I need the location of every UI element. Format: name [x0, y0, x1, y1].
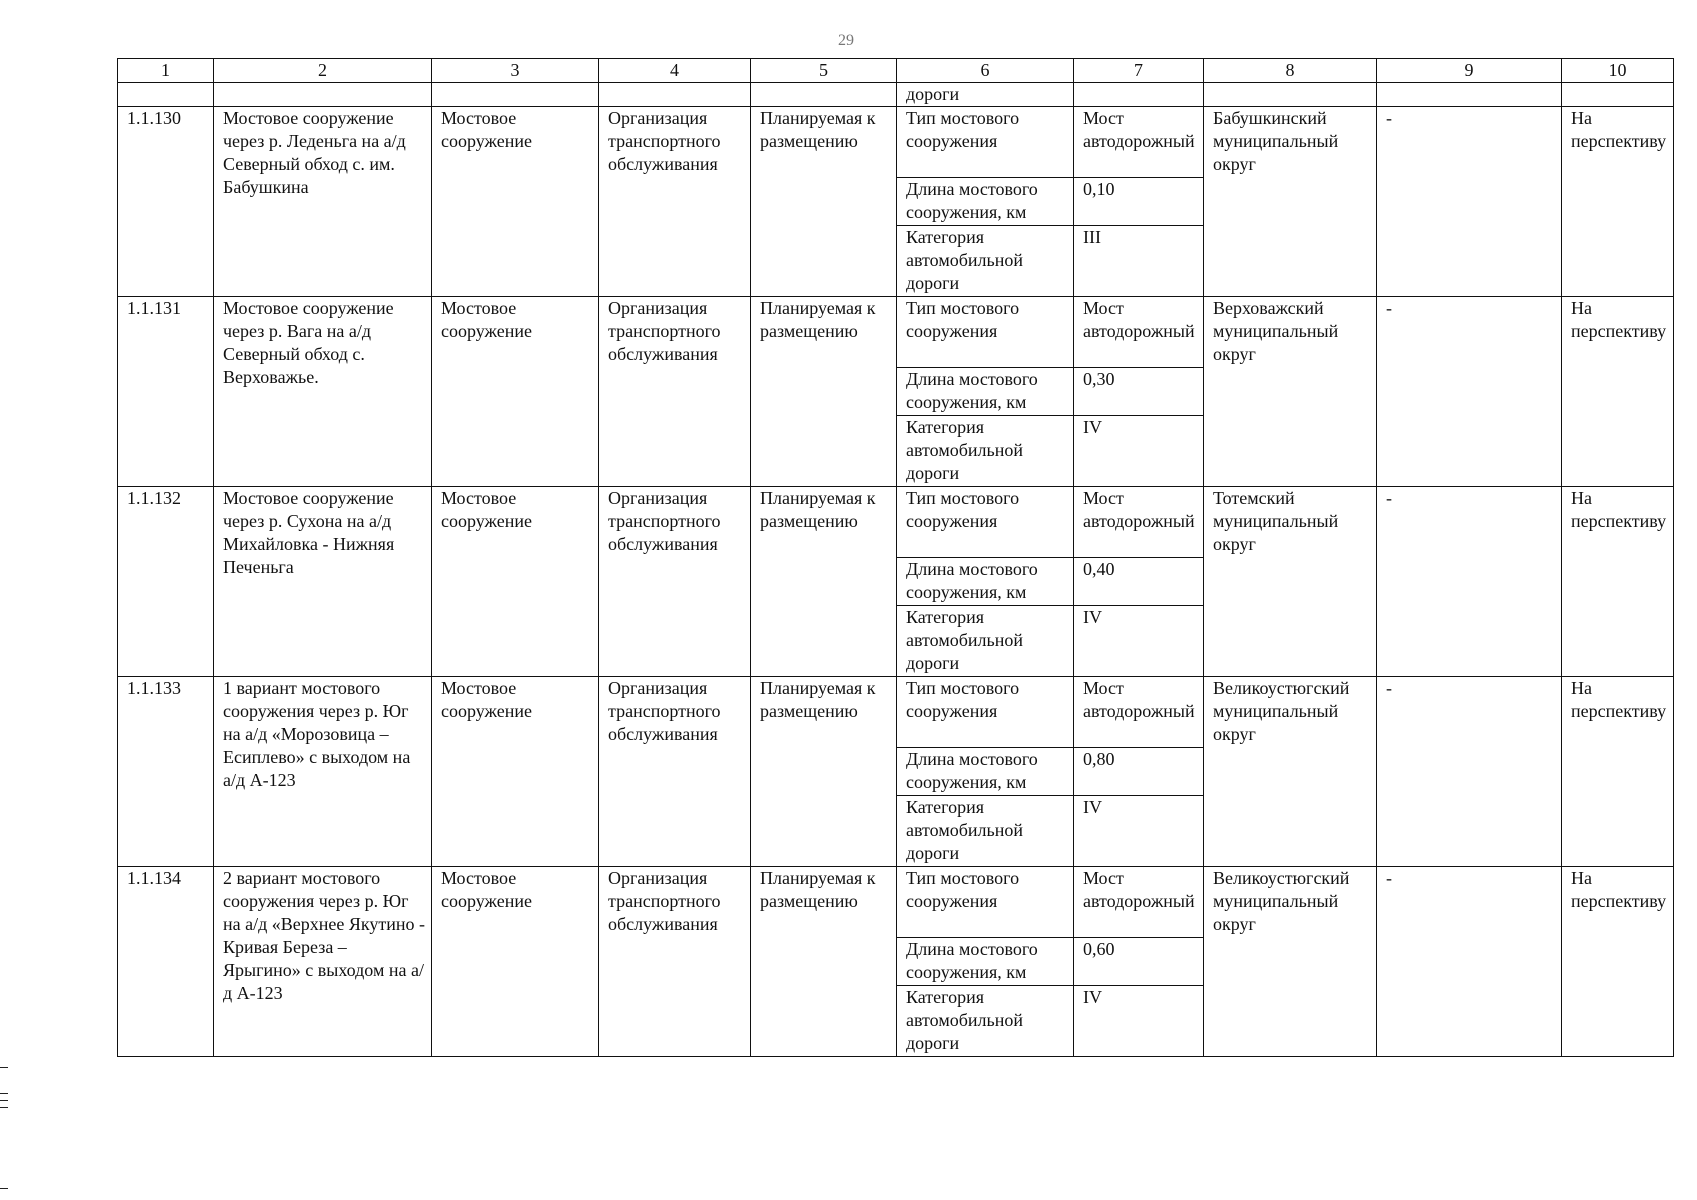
empty-cell [1377, 83, 1562, 107]
param-value-category: IV [1074, 986, 1204, 1057]
param-value-category: IV [1074, 606, 1204, 677]
table-row [118, 107, 1674, 178]
param-label-length: Длина мостового сооружения, км [897, 938, 1074, 986]
param-label-type: Тип мостового сооружения [897, 487, 1074, 558]
table-row [118, 677, 1674, 748]
continuation-text: дороги [897, 83, 1074, 107]
header-cell: 1 [118, 59, 214, 83]
header-row [118, 59, 1674, 83]
table-row [118, 487, 1674, 558]
param-label-type: Тип мостового сооружения [897, 107, 1074, 178]
header-cell: 6 [897, 59, 1074, 83]
header-cell: 10 [1562, 59, 1674, 83]
object-stage: На перспективу [1562, 487, 1674, 677]
empty-cell [751, 83, 897, 107]
object-kind: Мостовое сооружение [432, 677, 599, 867]
margin-mark [0, 1107, 8, 1108]
object-stage: На перспективу [1562, 677, 1674, 867]
page-number: 29 [838, 32, 854, 49]
margin-mark [0, 1188, 8, 1189]
param-label-category: Категория автомобильной дороги [897, 606, 1074, 677]
object-district: Бабушкинский муниципальный округ [1204, 107, 1377, 297]
object-kind: Мостовое сооружение [432, 297, 599, 487]
param-label-length: Длина мостового сооружения, км [897, 748, 1074, 796]
continuation-row [118, 83, 1674, 107]
header-cell: 7 [1074, 59, 1204, 83]
param-label-type: Тип мостового сооружения [897, 677, 1074, 748]
param-label-length: Длина мостового сооружения, км [897, 368, 1074, 416]
param-label-category: Категория автомобильной дороги [897, 226, 1074, 297]
object-number: 1.1.131 [118, 297, 214, 487]
object-name: Мостовое сооружение через р. Вага на а/д Северный обход с. Верховажье. [214, 297, 432, 487]
param-value-length: 0,40 [1074, 558, 1204, 606]
param-value-length: 0,80 [1074, 748, 1204, 796]
object-name: Мостовое сооружение через р. Сухона на а/д Михайловка - Нижняя Печеньга [214, 487, 432, 677]
param-label-type: Тип мостового сооружения [897, 867, 1074, 938]
object-kind: Мостовое сооружение [432, 107, 599, 297]
param-label-length: Длина мостового сооружения, км [897, 558, 1074, 606]
object-district: Верховажский муниципальный округ [1204, 297, 1377, 487]
param-value-type: Мост автодорожный [1074, 297, 1204, 368]
param-value-type: Мост автодорожный [1074, 107, 1204, 178]
param-label-category: Категория автомобильной дороги [897, 416, 1074, 487]
table-row [118, 297, 1674, 368]
object-kind: Мостовое сооружение [432, 867, 599, 1057]
object-status: Планируемая к размещению [751, 867, 897, 1057]
object-number: 1.1.134 [118, 867, 214, 1057]
empty-cell [1204, 83, 1377, 107]
object-name: Мостовое сооружение через р. Леденьга на а/д Северный обход с. им. Бабушкина [214, 107, 432, 297]
param-value-length: 0,30 [1074, 368, 1204, 416]
object-status: Планируемая к размещению [751, 297, 897, 487]
empty-cell [1074, 83, 1204, 107]
object-name: 2 вариант мостового сооружения через р. Юг на а/д «Верхнее Якутино - Кривая Береза – Ярыгино» с выходом на а/д А-123 [214, 867, 432, 1057]
objects-table [117, 58, 1674, 1057]
object-status: Планируемая к размещению [751, 487, 897, 677]
empty-cell [599, 83, 751, 107]
margin-mark [0, 1093, 8, 1094]
object-col9: - [1377, 107, 1562, 297]
object-number: 1.1.133 [118, 677, 214, 867]
object-purpose: Организация транспортного обслуживания [599, 107, 751, 297]
margin-mark [0, 1067, 8, 1068]
header-cell: 3 [432, 59, 599, 83]
table-row [118, 867, 1674, 938]
param-label-category: Категория автомобильной дороги [897, 986, 1074, 1057]
object-name: 1 вариант мостового сооружения через р. Юг на а/д «Морозовица – Есиплево» с выходом на а/д А-123 [214, 677, 432, 867]
header-cell: 5 [751, 59, 897, 83]
empty-cell [118, 83, 214, 107]
object-district: Великоустюгский муниципальный округ [1204, 677, 1377, 867]
empty-cell [1562, 83, 1674, 107]
param-value-category: III [1074, 226, 1204, 297]
param-value-type: Мост автодорожный [1074, 867, 1204, 938]
param-label-type: Тип мостового сооружения [897, 297, 1074, 368]
object-stage: На перспективу [1562, 297, 1674, 487]
header-cell: 8 [1204, 59, 1377, 83]
param-label-category: Категория автомобильной дороги [897, 796, 1074, 867]
param-value-length: 0,10 [1074, 178, 1204, 226]
param-label-length: Длина мостового сооружения, км [897, 178, 1074, 226]
object-purpose: Организация транспортного обслуживания [599, 297, 751, 487]
object-purpose: Организация транспортного обслуживания [599, 867, 751, 1057]
object-purpose: Организация транспортного обслуживания [599, 677, 751, 867]
param-value-type: Мост автодорожный [1074, 677, 1204, 748]
object-status: Планируемая к размещению [751, 677, 897, 867]
param-value-type: Мост автодорожный [1074, 487, 1204, 558]
object-stage: На перспективу [1562, 107, 1674, 297]
object-kind: Мостовое сооружение [432, 487, 599, 677]
object-col9: - [1377, 867, 1562, 1057]
object-number: 1.1.132 [118, 487, 214, 677]
object-col9: - [1377, 677, 1562, 867]
param-value-length: 0,60 [1074, 938, 1204, 986]
object-col9: - [1377, 487, 1562, 677]
param-value-category: IV [1074, 796, 1204, 867]
object-purpose: Организация транспортного обслуживания [599, 487, 751, 677]
param-value-category: IV [1074, 416, 1204, 487]
object-number: 1.1.130 [118, 107, 214, 297]
header-cell: 2 [214, 59, 432, 83]
header-cell: 9 [1377, 59, 1562, 83]
object-status: Планируемая к размещению [751, 107, 897, 297]
object-district: Тотемский муниципальный округ [1204, 487, 1377, 677]
margin-mark [0, 1100, 8, 1101]
object-stage: На перспективу [1562, 867, 1674, 1057]
object-district: Великоустюгский муниципальный округ [1204, 867, 1377, 1057]
object-col9: - [1377, 297, 1562, 487]
header-cell: 4 [599, 59, 751, 83]
empty-cell [214, 83, 432, 107]
empty-cell [432, 83, 599, 107]
